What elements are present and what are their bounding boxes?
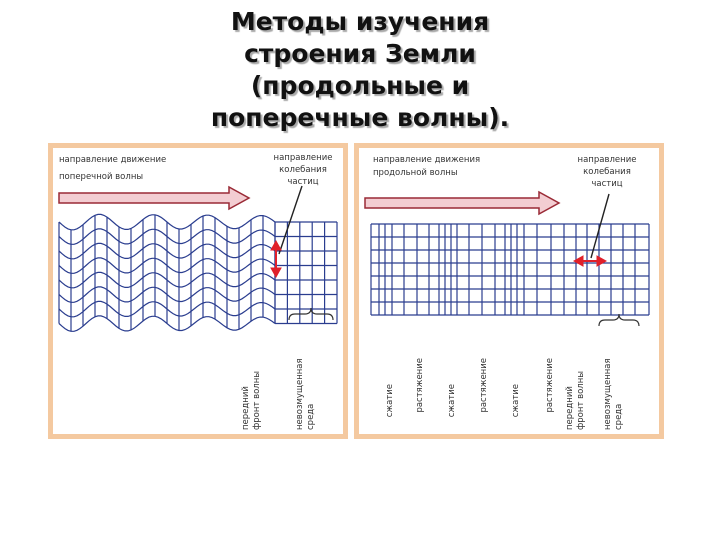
slide-title [0, 6, 720, 134]
particle-label-2: колебания [583, 167, 631, 177]
transverse-wave-panel [48, 143, 348, 439]
zone-label-compression-3: сжатие [511, 384, 521, 418]
undisturbed-medium-label: невозмущенная среда [295, 358, 316, 430]
longitudinal-wave-panel [354, 143, 664, 439]
wave-direction-label-1: направление движения [373, 155, 481, 165]
particle-label-3: частиц [287, 177, 319, 187]
particle-pointer-line [591, 194, 609, 258]
title-line-3: (продольные и [250, 71, 470, 100]
particle-label-1: направление [577, 155, 637, 165]
title-line-4: поперечные волны). [210, 103, 510, 132]
title-line-1: Методы изучения [230, 7, 490, 36]
wave-direction-arrow [59, 187, 249, 209]
zone-label-rarefaction-1: растяжение [415, 358, 425, 413]
transverse-wave-grid [59, 214, 275, 331]
wave-front-label: передний фронт волны [241, 371, 262, 430]
zone-label-compression-2: сжатие [447, 384, 457, 418]
particle-vibration-arrow [271, 241, 281, 277]
particle-label-2: колебания [279, 165, 327, 175]
wave-direction-arrow [365, 192, 559, 214]
undisturbed-brace [289, 308, 333, 320]
particle-pointer-line [279, 186, 302, 254]
longitudinal-wave-grid [371, 224, 649, 315]
wave-direction-label-2: поперечной волны [59, 172, 144, 182]
title-line-2: строения Земли [244, 39, 476, 68]
wave-direction-label-2: продольной волны [373, 168, 458, 178]
zone-label-rarefaction-2: растяжение [479, 358, 489, 413]
particle-label-1: направление [273, 153, 333, 163]
wave-front-label: передний фронт волны [565, 371, 586, 430]
zone-label-rarefaction-3: растяжение [545, 358, 555, 413]
particle-vibration-arrow [574, 256, 606, 266]
zone-label-compression-1: сжатие [385, 384, 395, 418]
undisturbed-brace [599, 314, 639, 326]
wave-direction-label-1: направление движение [59, 155, 167, 165]
particle-label-3: частиц [591, 179, 623, 189]
undisturbed-medium-label: невозмущенная среда [603, 358, 624, 430]
